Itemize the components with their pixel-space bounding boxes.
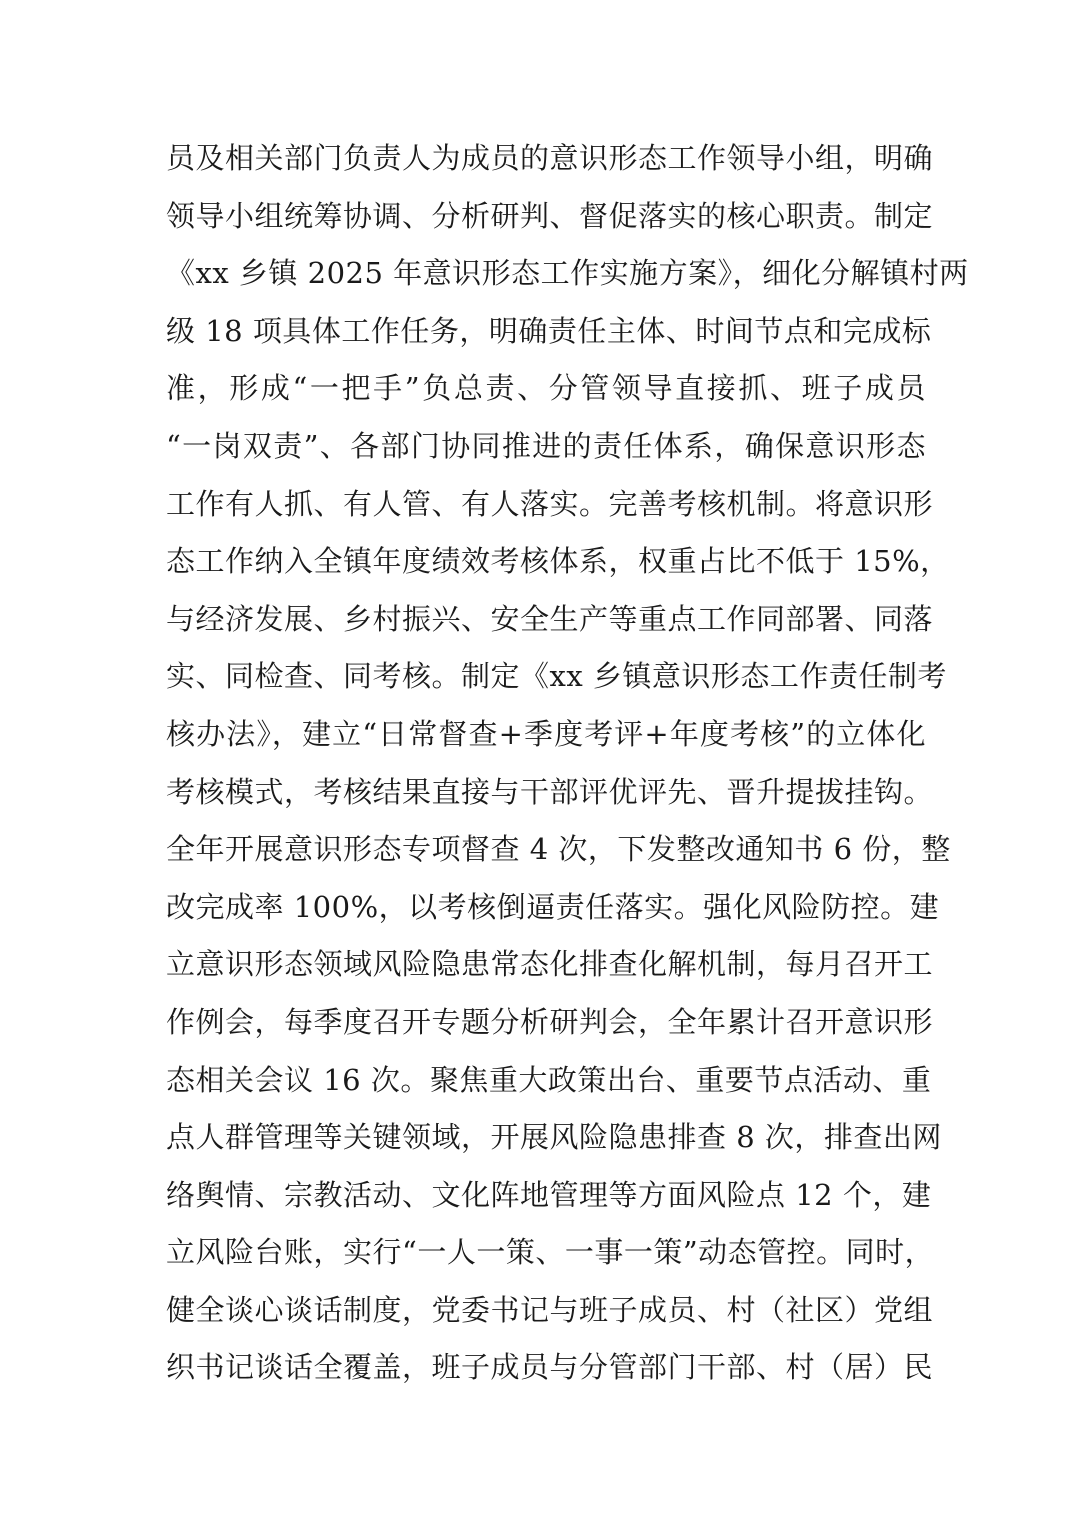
text-line: 态工作纳入全镇年度绩效考核体系，权重占比不低于 15%，	[166, 544, 950, 579]
text-line: “一岗双责”、各部门协同推进的责任体系，确保意识形态	[166, 428, 926, 463]
text-line: 改完成率 100%，以考核倒逼责任落实。强化风险防控。建	[166, 889, 940, 924]
text-line: 级 18 项具体工作任务，明确责任主体、时间节点和完成标	[166, 313, 932, 348]
text-line: 工作有人抓、有人管、有人落实。完善考核机制。将意识形	[166, 486, 934, 521]
text-line: 《xx 乡镇 2025 年意识形态工作实施方案》，细化分解镇村两	[166, 256, 969, 291]
text-line: 领导小组统筹协调、分析研判、督促落实的核心职责。制定	[166, 198, 934, 233]
text-line: 准，形成“一把手”负总责、分管领导直接抓、班子成员	[166, 371, 926, 406]
text-line: 立意识形态领域风险隐患常态化排查化解机制，每月召开工	[166, 947, 934, 982]
text-line: 实、同检查、同考核。制定《xx 乡镇意识形态工作责任制考	[166, 659, 947, 694]
text-line: 健全谈心谈话制度，党委书记与班子成员、村（社区）党组	[166, 1292, 934, 1327]
text-line: 点人群管理等关键领域，开展风险隐患排查 8 次，排查出网	[166, 1120, 942, 1155]
text-line: 作例会，每季度召开专题分析研判会，全年累计召开意识形	[166, 1004, 934, 1039]
text-line: 态相关会议 16 次。聚焦重大政策出台、重要节点活动、重	[166, 1062, 932, 1097]
text-line: 立风险台账，实行“一人一策、一事一策”动态管控。同时，	[166, 1235, 935, 1270]
text-line: 全年开展意识形态专项督查 4 次，下发整改通知书 6 份，整	[166, 832, 951, 867]
text-line: 员及相关部门负责人为成员的意识形态工作领导小组，明确	[166, 141, 934, 175]
body-text	[166, 130, 969, 1397]
text-line: 络舆情、宗教活动、文化阵地管理等方面风险点 12 个，建	[166, 1177, 932, 1212]
text-line: 织书记谈话全覆盖，班子成员与分管部门干部、村（居）民	[166, 1350, 934, 1385]
text-line: 考核模式，考核结果直接与干部评优评先、晋升提拔挂钩。	[166, 774, 934, 809]
text-line: 核办法》，建立“日常督查+季度考评+年度考核”的立体化	[166, 716, 926, 751]
text-line: 与经济发展、乡村振兴、安全生产等重点工作同部署、同落	[166, 601, 934, 636]
